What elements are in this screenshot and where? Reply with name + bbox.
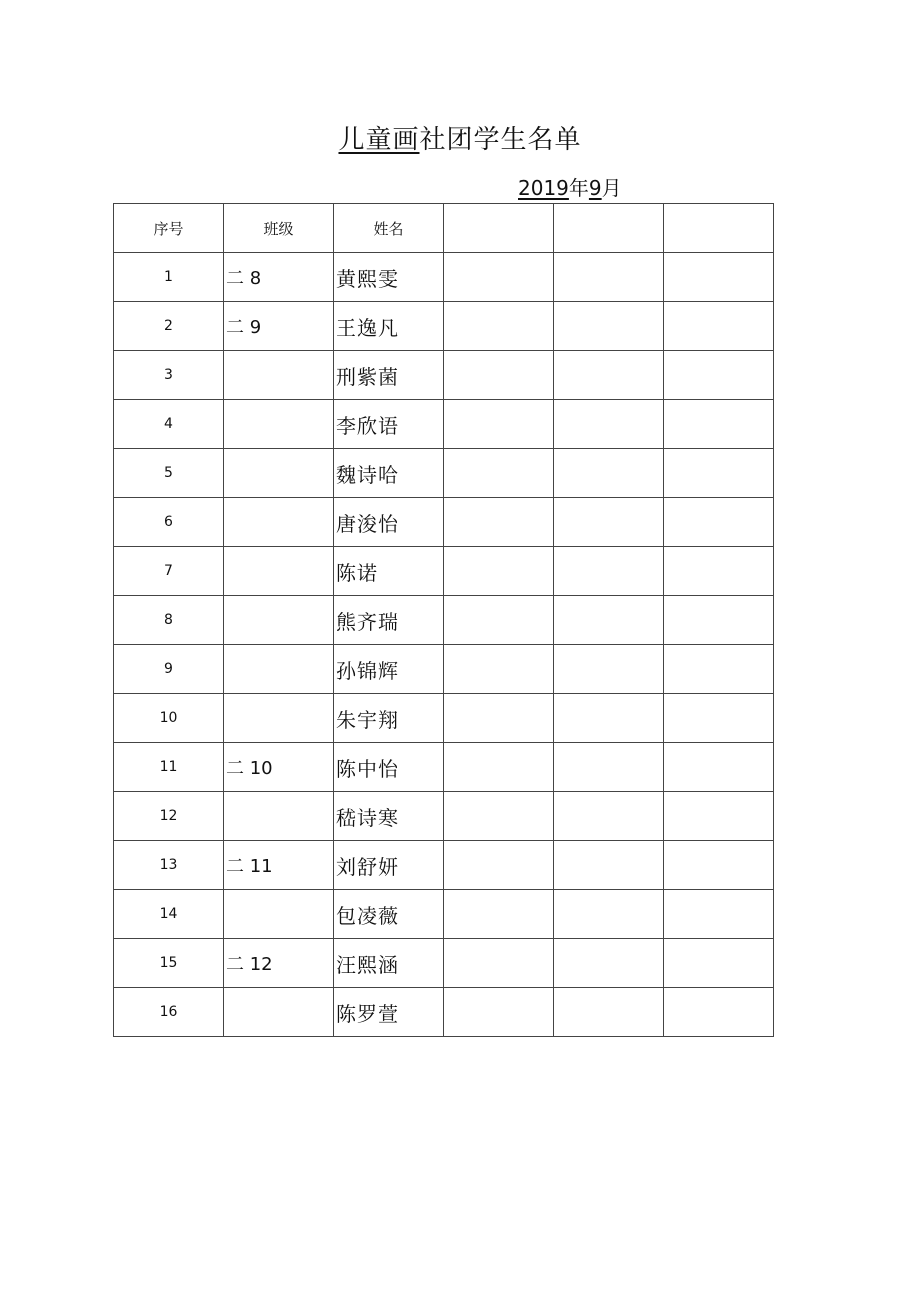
row-name: 唐浚怡: [334, 498, 444, 547]
row-blank-cell: [554, 694, 664, 743]
row-class: 二 8: [224, 253, 334, 302]
date-month: 9: [588, 176, 602, 200]
row-class: 二 9: [224, 302, 334, 351]
row-blank-cell: [554, 792, 664, 841]
row-blank-cell: [444, 694, 554, 743]
row-blank-cell: [664, 547, 774, 596]
row-blank-cell: [444, 841, 554, 890]
roster-body: [114, 253, 774, 1037]
row-name: 朱宇翔: [334, 694, 444, 743]
row-blank-cell: [664, 302, 774, 351]
table-row: [114, 743, 774, 792]
table-row: [114, 694, 774, 743]
table-row: [114, 302, 774, 351]
row-number: 3: [114, 351, 224, 400]
row-blank-cell: [664, 253, 774, 302]
row-number: 7: [114, 547, 224, 596]
row-blank-cell: [444, 547, 554, 596]
header-blank: [664, 204, 774, 253]
table-row: [114, 498, 774, 547]
row-name: 刘舒妍: [334, 841, 444, 890]
header-row: [114, 204, 774, 253]
row-blank-cell: [554, 498, 664, 547]
row-number: 15: [114, 939, 224, 988]
title-rest: 社团学生名单: [419, 125, 582, 155]
row-blank-cell: [554, 400, 664, 449]
row-name: 黄熙雯: [334, 253, 444, 302]
table-row: [114, 400, 774, 449]
table-row: [114, 645, 774, 694]
date-year-suffix: 年: [568, 176, 589, 200]
row-number: 14: [114, 890, 224, 939]
row-blank-cell: [554, 547, 664, 596]
row-blank-cell: [554, 302, 664, 351]
row-class: [224, 449, 334, 498]
row-name: 嵇诗寒: [334, 792, 444, 841]
row-name: 陈罗萱: [334, 988, 444, 1037]
table-row: [114, 939, 774, 988]
header-name: 姓名: [334, 204, 444, 253]
row-blank-cell: [664, 743, 774, 792]
row-class: [224, 988, 334, 1037]
row-blank-cell: [444, 645, 554, 694]
row-class: [224, 351, 334, 400]
table-row: [114, 988, 774, 1037]
row-blank-cell: [664, 694, 774, 743]
row-blank-cell: [554, 939, 664, 988]
row-class: [224, 596, 334, 645]
title-underlined-part: 儿童画: [338, 125, 420, 155]
row-blank-cell: [664, 400, 774, 449]
row-number: 13: [114, 841, 224, 890]
row-blank-cell: [554, 890, 664, 939]
row-blank-cell: [444, 351, 554, 400]
row-name: 孙锦辉: [334, 645, 444, 694]
row-number: 2: [114, 302, 224, 351]
date-line: [518, 174, 622, 202]
table-row: [114, 841, 774, 890]
row-blank-cell: [554, 988, 664, 1037]
row-name: 陈中怡: [334, 743, 444, 792]
row-name: 王逸凡: [334, 302, 444, 351]
row-number: 4: [114, 400, 224, 449]
row-blank-cell: [444, 743, 554, 792]
row-number: 9: [114, 645, 224, 694]
table-row: [114, 792, 774, 841]
header-class: 班级: [224, 204, 334, 253]
row-blank-cell: [554, 841, 664, 890]
table-row: [114, 351, 774, 400]
row-name: 陈诺: [334, 547, 444, 596]
row-name: 刑紫菌: [334, 351, 444, 400]
header-number: 序号: [114, 204, 224, 253]
row-blank-cell: [444, 988, 554, 1037]
row-class: [224, 890, 334, 939]
row-blank-cell: [554, 351, 664, 400]
row-blank-cell: [444, 449, 554, 498]
table-row: [114, 890, 774, 939]
header-blank: [554, 204, 664, 253]
row-blank-cell: [664, 351, 774, 400]
row-class: 二 11: [224, 841, 334, 890]
row-blank-cell: [444, 400, 554, 449]
row-blank-cell: [554, 253, 664, 302]
row-number: 11: [114, 743, 224, 792]
row-name: 熊齐瑞: [334, 596, 444, 645]
date-month-suffix: 月: [601, 176, 622, 200]
row-class: [224, 645, 334, 694]
row-class: [224, 792, 334, 841]
row-number: 1: [114, 253, 224, 302]
row-blank-cell: [444, 302, 554, 351]
row-number: 5: [114, 449, 224, 498]
page-title: [0, 120, 920, 160]
row-blank-cell: [444, 498, 554, 547]
date-year: 2019: [518, 176, 569, 200]
row-number: 6: [114, 498, 224, 547]
row-name: 汪熙涵: [334, 939, 444, 988]
row-name: 李欣语: [334, 400, 444, 449]
row-blank-cell: [444, 890, 554, 939]
row-number: 12: [114, 792, 224, 841]
row-blank-cell: [664, 449, 774, 498]
row-blank-cell: [554, 449, 664, 498]
row-blank-cell: [444, 792, 554, 841]
row-class: 二 12: [224, 939, 334, 988]
row-class: [224, 498, 334, 547]
row-number: 16: [114, 988, 224, 1037]
student-roster-table: [113, 203, 774, 1037]
row-blank-cell: [664, 498, 774, 547]
row-number: 10: [114, 694, 224, 743]
row-blank-cell: [664, 841, 774, 890]
row-blank-cell: [444, 253, 554, 302]
row-blank-cell: [444, 939, 554, 988]
row-blank-cell: [664, 939, 774, 988]
table-row: [114, 253, 774, 302]
row-blank-cell: [664, 988, 774, 1037]
row-name: 魏诗哈: [334, 449, 444, 498]
row-blank-cell: [664, 596, 774, 645]
row-class: [224, 547, 334, 596]
row-blank-cell: [664, 792, 774, 841]
header-blank: [444, 204, 554, 253]
table-row: [114, 547, 774, 596]
row-name: 包凌薇: [334, 890, 444, 939]
row-class: [224, 400, 334, 449]
row-blank-cell: [554, 645, 664, 694]
row-class: [224, 694, 334, 743]
row-class: 二 10: [224, 743, 334, 792]
row-blank-cell: [664, 890, 774, 939]
row-number: 8: [114, 596, 224, 645]
table-row: [114, 596, 774, 645]
row-blank-cell: [444, 596, 554, 645]
row-blank-cell: [554, 596, 664, 645]
row-blank-cell: [664, 645, 774, 694]
row-blank-cell: [554, 743, 664, 792]
table-row: [114, 449, 774, 498]
